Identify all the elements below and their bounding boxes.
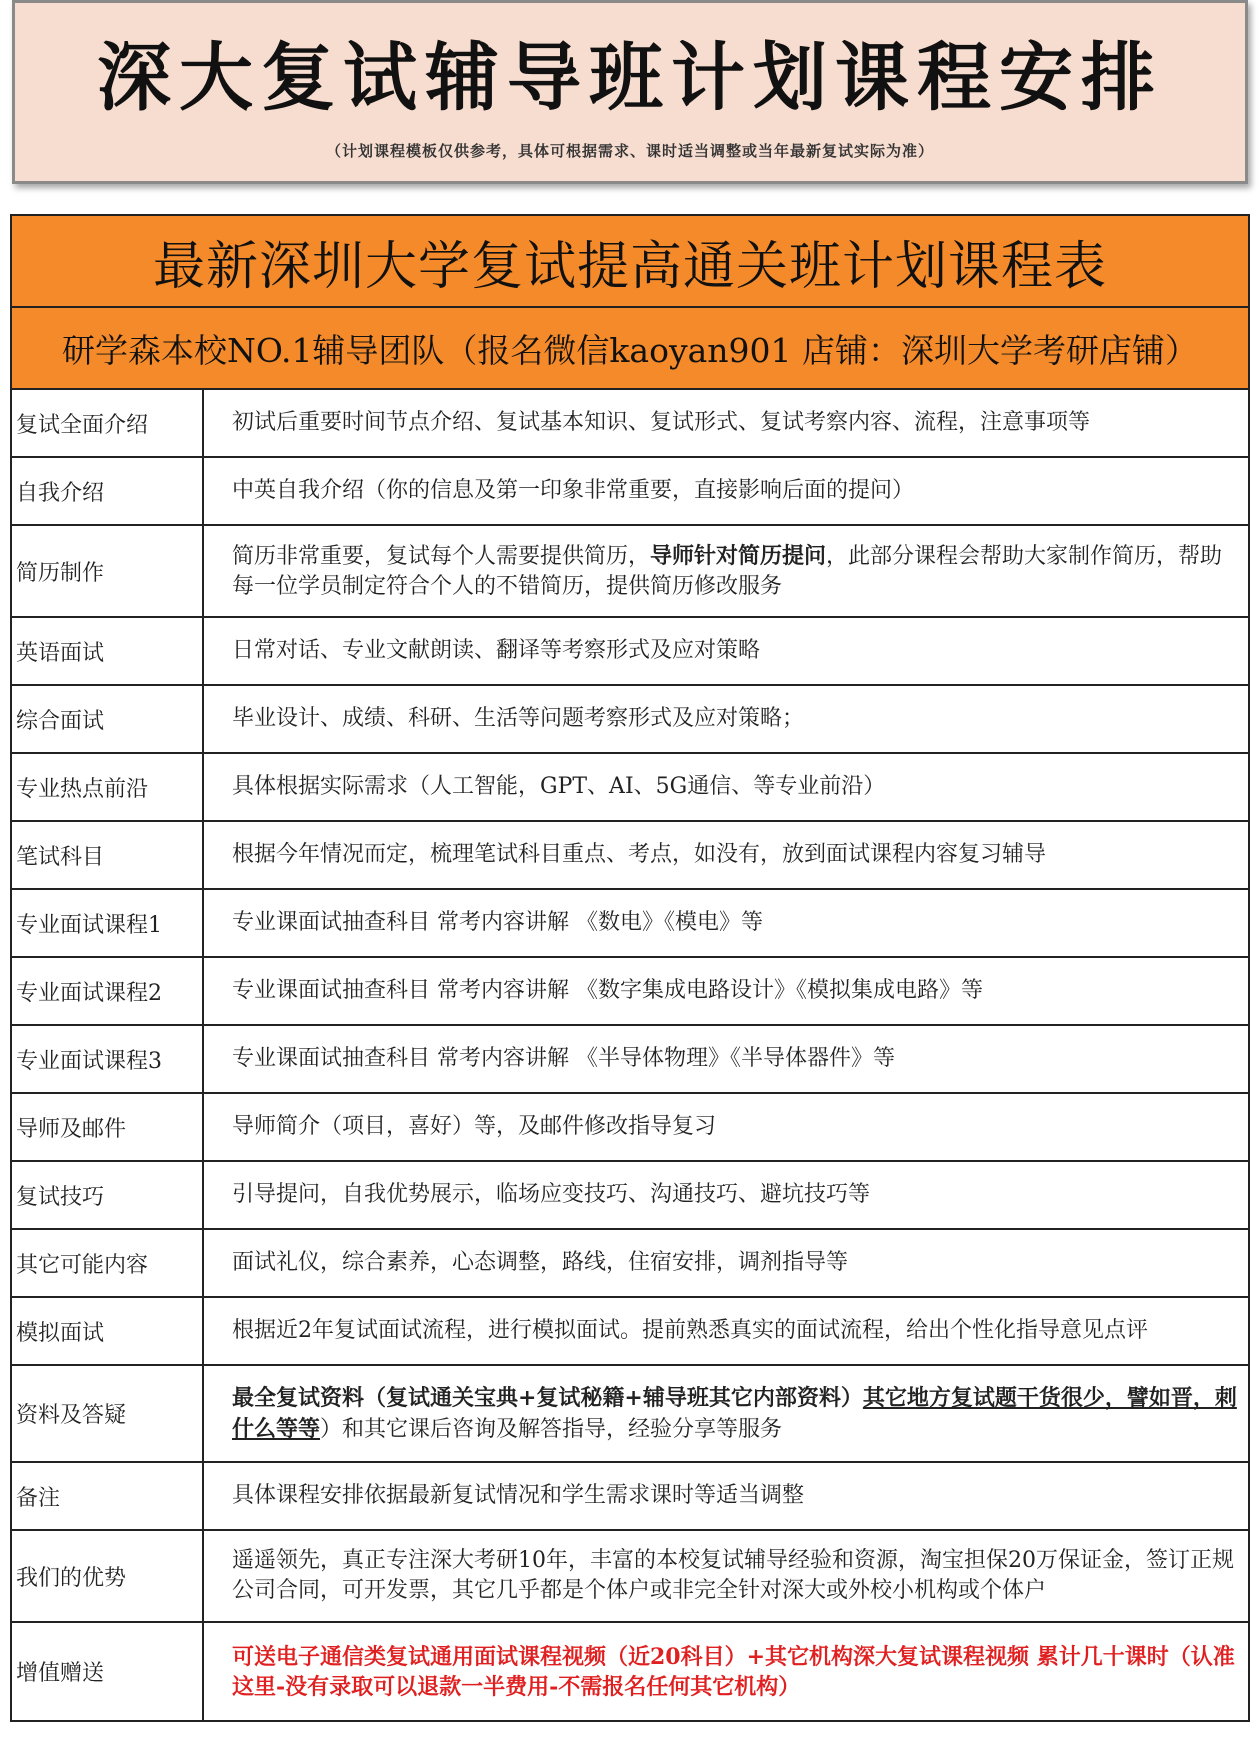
table-row	[12, 958, 1248, 1026]
table-row	[12, 1463, 1248, 1531]
header-note: （计划课程模板仅供参考，具体可根据需求、课时适当调整或当年最新复试实际为准）	[325, 142, 934, 160]
row-content: 具体根据实际需求（人工智能，GPT、AI、5G通信、等专业前沿）	[232, 774, 886, 799]
table-row	[12, 890, 1248, 958]
row-label: 导师及邮件	[12, 1094, 204, 1160]
row-content: 初试后重要时间节点介绍、复试基本知识、复试形式、复试考察内容、流程，注意事项等	[232, 410, 1091, 435]
table-row	[12, 1298, 1248, 1366]
row-content-highlight: 可送电子通信类复试通用面试课程视频（近20科目）+其它机构深大复试课程视频 累计几十课时（认准这里-没有录取可以退款一半费用-不需报名任何其它机构）	[232, 1643, 1235, 1700]
row-label: 其它可能内容	[12, 1230, 204, 1296]
content-highlight: 导师针对简历提问	[650, 542, 827, 569]
page-title: 深大复试辅导班计划课程安排	[97, 35, 1163, 121]
table-title: 最新深圳大学复试提高通关班计划课程表	[12, 216, 1248, 308]
content-highlight: 最全复试资料（复试通关宝典+复试秘籍+辅导班其它内部资料）	[232, 1384, 863, 1411]
table-row	[12, 754, 1248, 822]
table-row	[12, 1230, 1248, 1298]
row-label: 备注	[12, 1463, 204, 1529]
row-content: 中英自我介绍（你的信息及第一印象非常重要，直接影响后面的提问）	[232, 478, 915, 503]
row-label: 增值赠送	[12, 1623, 204, 1720]
row-content: 专业课面试抽查科目 常考内容讲解 《半导体物理》《半导体器件》等	[232, 1046, 895, 1071]
row-label: 专业面试课程1	[12, 890, 204, 956]
row-label: 专业面试课程3	[12, 1026, 204, 1092]
row-content: 遥遥领先，真正专注深大考研10年，丰富的本校复试辅导经验和资源，淘宝担保20万保证金，签订正规公司合同，可开发票，其它几乎都是个体户或非完全针对深大或外校小机构或个体户	[232, 1548, 1234, 1603]
table-row	[12, 822, 1248, 890]
table-row	[12, 1162, 1248, 1230]
table-row	[12, 1366, 1248, 1463]
table-row	[12, 390, 1248, 458]
row-label: 笔试科目	[12, 822, 204, 888]
course-table	[10, 214, 1250, 1722]
row-content: 面试礼仪，综合素养，心态调整，路线，住宿安排，调剂指导等	[232, 1250, 849, 1275]
row-label: 复试全面介绍	[12, 390, 204, 456]
row-label: 简历制作	[12, 526, 204, 616]
row-label: 英语面试	[12, 618, 204, 684]
row-label: 专业面试课程2	[12, 958, 204, 1024]
table-row	[12, 526, 1248, 618]
row-label: 专业热点前沿	[12, 754, 204, 820]
row-content	[204, 526, 1248, 616]
row-label: 模拟面试	[12, 1298, 204, 1364]
table-row	[12, 618, 1248, 686]
row-content	[204, 1366, 1248, 1461]
content-text: ，此部分课程会帮助大家制作简历，帮助每一位学员制定符合个人的不错简历，提供简历修改服务	[232, 543, 1223, 599]
row-label: 综合面试	[12, 686, 204, 752]
row-content: 日常对话、专业文献朗读、翻译等考察形式及应对策略	[232, 638, 761, 663]
row-content: 具体课程安排依据最新复试情况和学生需求课时等适当调整	[232, 1483, 805, 1508]
row-content: 毕业设计、成绩、科研、生活等问题考察形式及应对策略；	[232, 706, 805, 731]
table-subtitle: 研学森本校NO.1辅导团队（报名微信kaoyan901 店铺：深圳大学考研店铺）	[12, 308, 1248, 390]
header-banner	[12, 0, 1248, 184]
row-label: 自我介绍	[12, 458, 204, 524]
content-underlined: 其它地方复试题干货很少，譬如晋，刺什么等等	[232, 1384, 1237, 1442]
table-row	[12, 686, 1248, 754]
row-content: 根据今年情况而定，梳理笔试科目重点、考点，如没有，放到面试课程内容复习辅导	[232, 842, 1047, 867]
table-row	[12, 1094, 1248, 1162]
table-row	[12, 1623, 1248, 1720]
table-row	[12, 1531, 1248, 1623]
row-content: 导师简介（项目，喜好）等，及邮件修改指导复习	[232, 1114, 717, 1139]
content-text: ）和其它课后咨询及解答指导，经验分享等服务	[320, 1416, 783, 1442]
row-label: 资料及答疑	[12, 1366, 204, 1461]
row-content: 专业课面试抽查科目 常考内容讲解 《数电》《模电》等	[232, 910, 763, 935]
content-text: 简历非常重要，复试每个人需要提供简历，	[232, 543, 651, 569]
table-row	[12, 458, 1248, 526]
row-content: 引导提问，自我优势展示，临场应变技巧、沟通技巧、避坑技巧等	[232, 1182, 871, 1207]
table-row	[12, 1026, 1248, 1094]
row-content: 专业课面试抽查科目 常考内容讲解 《数字集成电路设计》《模拟集成电路》等	[232, 978, 983, 1003]
row-label: 我们的优势	[12, 1531, 204, 1621]
row-content: 根据近2年复试面试流程，进行模拟面试。提前熟悉真实的面试流程，给出个性化指导意见点评	[232, 1318, 1149, 1343]
row-label: 复试技巧	[12, 1162, 204, 1228]
